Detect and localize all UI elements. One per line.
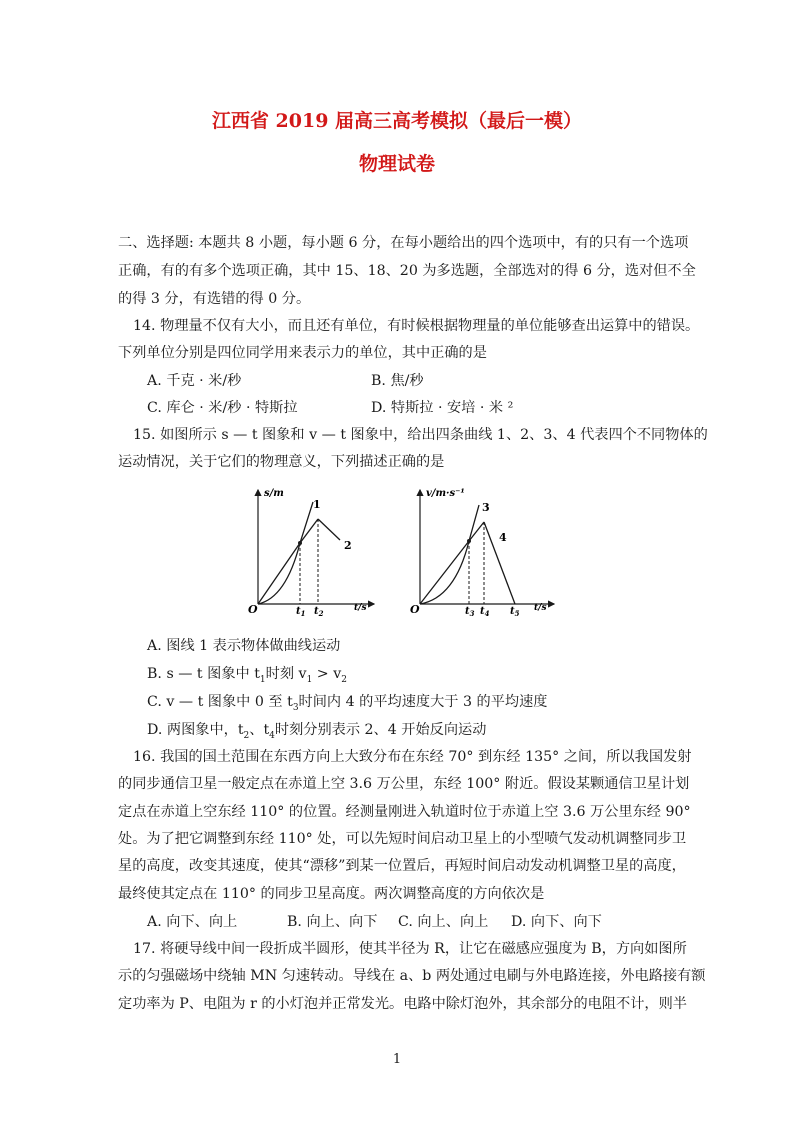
q17-stem: 定功率为 P、电阻为 r 的小灯泡并正常发光。电路中除灯泡外，其余部分的电阻不计，则半	[118, 996, 687, 1012]
t2-label: $t_2$	[314, 606, 324, 617]
q15-option-d: D. 两图象中，$t_2$、$t_4$时刻分别表示 2、4 开始反向运动	[147, 722, 487, 741]
curve-1	[258, 502, 313, 604]
curve-2-peak	[300, 519, 318, 543]
t5-label: $t_5$	[510, 606, 520, 617]
t4-label: $t_4$	[480, 606, 490, 617]
q15-option-b: B. s — t 图象中 $t_1$时刻 $v_1 > v_2$	[147, 666, 347, 685]
q16-option-d: D. 向下、向下	[511, 914, 602, 930]
q14-stem: 下列单位分别是四位同学用来表示力的单位，其中正确的是	[118, 345, 487, 361]
section-intro-line: 的得 3 分，有选错的得 0 分。	[118, 291, 311, 307]
q16-option-a: A. 向下、向上	[147, 914, 238, 930]
y-axis-label: s/m	[264, 488, 284, 499]
q14-option-d: D. 特斯拉 · 安培 · 米 ²	[371, 400, 514, 416]
q16-stem: 16. 我国的国土范围在东西方向上大致分布在东经 70° 到东经 135° 之间，所以我国发射	[133, 749, 692, 765]
q14-stem: 14. 物理量不仅有大小，而且还有单位，有时候根据物理量的单位能够查出运算中的错误。	[133, 318, 700, 334]
curve-2-rising	[258, 543, 300, 604]
q14-option-b: B. 焦/秒	[371, 373, 424, 389]
curve-2-label: 2	[344, 539, 352, 552]
origin-label: O	[248, 603, 258, 616]
q15-option-a: A. 图线 1 表示物体做曲线运动	[147, 638, 341, 654]
q16-stem: 的同步通信卫星一般定点在赤道上空 3.6 万公里，东经 100° 附近。假设某颗通信卫星计划	[118, 776, 690, 792]
curve-1-label: 1	[313, 498, 321, 511]
q14-option-a: A. 千克 · 米/秒	[147, 373, 242, 389]
q17-stem: 17. 将硬导线中间一段折成半圆形，使其半径为 R，让它在磁感应强度为 B，方向如图所	[133, 941, 687, 957]
y-axis-label: v/m·s⁻¹	[426, 488, 465, 499]
q17-stem: 示的匀强磁场中绕轴 MN 匀速转动。导线在 a、b 两处通过电刷与外电路连接，外电路接有额	[118, 968, 706, 984]
curve-4-rising	[420, 541, 469, 604]
section-intro-line: 二、选择题: 本题共 8 小题，每小题 6 分，在每小题给出的四个选项中，有的只有一个选项	[118, 235, 689, 251]
section-intro-line: 正确，有的有多个选项正确，其中 15、18、20 为多选题，全部选对的得 6 分，选对但不全	[118, 263, 696, 279]
q15-option-c: C. v — t 图象中 0 至 $t_3$时间内 4 的平均速度大于 3 的平均速度	[147, 694, 548, 713]
q15-stem: 15. 如图所示 s — t 图象和 v — t 图象中，给出四条曲线 1、2、3、4 代表四个不同物体的	[133, 427, 708, 443]
t1-label: $t_1$	[296, 606, 306, 617]
page-number: 1	[392, 1052, 402, 1067]
x-axis-label: t/s	[354, 603, 367, 613]
q16-stem: 定点在赤道上空东经 110° 的位置。经测量刚进入轨道时位于赤道上空 3.6 万公里东经 90°	[118, 804, 691, 820]
q16-stem: 处。为了把它调整到东经 110° 处，可以先短时间启动卫星上的小型喷气发动机调整同步卫	[118, 831, 687, 847]
q16-stem: 星的高度，改变其速度，使其“漂移”到某一位置后，再短时间启动发动机调整卫星的高度，	[118, 858, 686, 874]
st-graph	[238, 482, 378, 617]
q14-option-c: C. 库仑 · 米/秒 · 特斯拉	[147, 400, 298, 416]
curve-3	[420, 505, 479, 604]
vt-graph	[400, 482, 560, 617]
exam-subtitle: 物理试卷	[358, 153, 435, 175]
curve-3-label: 3	[482, 501, 490, 514]
t3-label: $t_3$	[465, 606, 475, 617]
exam-title: 江西省 2019 届高三高考模拟（最后一模）	[211, 110, 583, 132]
curve-2-falling	[318, 519, 340, 540]
x-axis-label: t/s	[534, 603, 547, 613]
curve-4-label: 4	[499, 531, 507, 544]
q16-stem: 最终使其定点在 110° 的同步卫星高度。两次调整高度的方向依次是	[118, 886, 545, 902]
q16-option-b: B. 向上、向下	[287, 914, 378, 930]
q16-option-c: C. 向上、向上	[398, 914, 489, 930]
origin-label: O	[410, 603, 420, 616]
q15-stem: 运动情况，关于它们的物理意义，下列描述正确的是	[118, 454, 445, 470]
